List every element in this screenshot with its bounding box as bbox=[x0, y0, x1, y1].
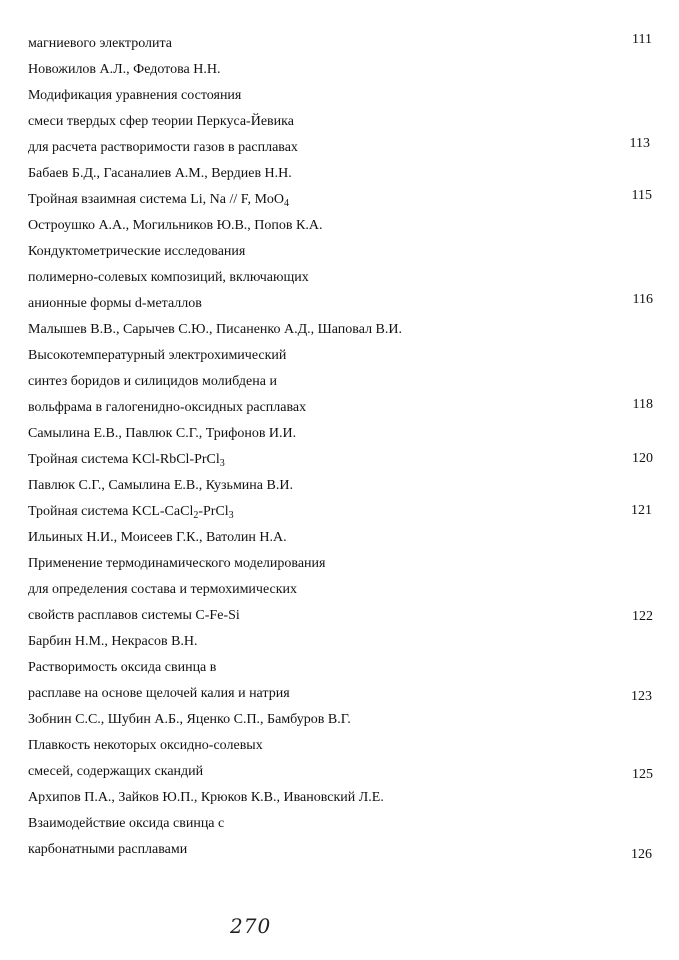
entry-authors: Новожилов А.Л., Федотова Н.Н. bbox=[28, 62, 221, 77]
page-number: 113 bbox=[629, 136, 650, 151]
entry-title: Кондуктометрические исследования bbox=[28, 244, 246, 259]
entry-title: Тройная система KCl-RbCl-PrCl bbox=[28, 452, 220, 467]
entry-title: анионные формы d-металлов bbox=[28, 296, 202, 311]
toc-line-authors bbox=[28, 712, 351, 728]
entry-title: вольфрама в галогенидно-оксидных расплавах bbox=[28, 400, 307, 415]
entry-authors: Павлюк С.Г., Самылина Е.В., Кузьмина В.И. bbox=[28, 478, 293, 493]
entry-authors: Бабаев Б.Д., Гасаналиев А.М., Вердиев Н.Н. bbox=[28, 166, 292, 181]
toc-line bbox=[28, 374, 277, 390]
entry-title: синтез боридов и силицидов молибдена и bbox=[28, 374, 277, 389]
toc-line-authors bbox=[28, 62, 220, 78]
toc-line-authors bbox=[28, 426, 296, 442]
toc-line bbox=[28, 36, 172, 52]
entry-title: для расчета растворимости газов в расплавах bbox=[28, 140, 298, 155]
toc-line bbox=[28, 504, 234, 524]
toc-line bbox=[28, 738, 263, 754]
toc-line bbox=[28, 582, 297, 598]
entry-title: полимерно-солевых композиций, включающих bbox=[28, 270, 309, 285]
entry-title: карбонатными расплавами bbox=[28, 842, 188, 857]
toc-line bbox=[28, 452, 225, 472]
toc-line-authors bbox=[28, 530, 287, 546]
entry-authors: Самылина Е.В., Павлюк С.Г., Трифонов И.И. bbox=[28, 426, 297, 441]
toc-line bbox=[28, 140, 298, 156]
entry-title: смесей, содержащих скандий bbox=[28, 764, 204, 779]
entry-title: Тройная система KCL-CaCl bbox=[28, 504, 194, 519]
toc-line bbox=[28, 348, 286, 364]
page-number: 116 bbox=[632, 292, 653, 307]
entry-title: Модификация уравнения состояния bbox=[28, 88, 242, 103]
toc-line bbox=[28, 816, 224, 832]
toc-line bbox=[28, 608, 240, 624]
toc-line bbox=[28, 764, 203, 780]
entry-title-cont: -PrCl bbox=[198, 504, 229, 519]
toc-line-authors bbox=[28, 790, 384, 806]
subscript: 3 bbox=[228, 510, 234, 521]
entry-title: свойств расплавов системы C-Fe-Si bbox=[28, 608, 240, 623]
subscript: 3 bbox=[219, 458, 225, 469]
toc-line bbox=[28, 556, 325, 572]
entry-title: Тройная взаимная система Li, Na // F, MoO bbox=[28, 192, 285, 207]
subscript: 4 bbox=[284, 198, 290, 209]
entry-authors: Остроушко А.А., Могильников Ю.В., Попов К.А. bbox=[28, 218, 323, 233]
entry-title: Взаимодействие оксида свинца с bbox=[28, 816, 225, 831]
entry-authors: Барбин Н.М., Некрасов В.Н. bbox=[28, 634, 198, 649]
page-number: 121 bbox=[631, 503, 652, 518]
entry-title: расплаве на основе щелочей калия и натрия bbox=[28, 686, 290, 701]
toc-line bbox=[28, 88, 241, 104]
toc-line bbox=[28, 114, 294, 130]
handwritten-page-number: 270 bbox=[230, 914, 272, 938]
toc-line bbox=[28, 270, 309, 286]
toc-line bbox=[28, 842, 187, 858]
toc-line bbox=[28, 660, 216, 676]
subscript: 2 bbox=[193, 510, 199, 521]
page-number: 118 bbox=[632, 397, 653, 412]
entry-authors: Ильиных Н.И., Моисеев Г.К., Ватолин Н.А. bbox=[28, 530, 287, 545]
page-number: 115 bbox=[631, 188, 652, 203]
entry-title: Применение термодинамического моделирования bbox=[28, 556, 326, 571]
page-number: 122 bbox=[632, 609, 653, 624]
toc-line bbox=[28, 192, 289, 212]
toc-line bbox=[28, 296, 202, 312]
entry-title: Растворимость оксида свинца в bbox=[28, 660, 217, 675]
toc-line-authors bbox=[28, 478, 293, 494]
entry-authors: Архипов П.А., Зайков Ю.П., Крюков К.В., Ивановский Л.Е. bbox=[28, 790, 384, 805]
entry-title: Плавкость некоторых оксидно-солевых bbox=[28, 738, 263, 753]
toc-line-authors bbox=[28, 634, 198, 650]
page-number: 120 bbox=[632, 451, 653, 466]
toc-line-authors bbox=[28, 166, 292, 182]
entry-title: для определения состава и термохимических bbox=[28, 582, 298, 597]
toc-line bbox=[28, 244, 245, 260]
page-number: 123 bbox=[631, 689, 652, 704]
entry-title: смеси твердых сфер теории Перкуса-Йевика bbox=[28, 114, 294, 129]
page-number: 126 bbox=[631, 847, 652, 862]
page-number: 125 bbox=[632, 767, 653, 782]
toc-line-authors bbox=[28, 218, 322, 234]
entry-title: Высокотемпературный электрохимический bbox=[28, 348, 287, 363]
toc-line-authors bbox=[28, 322, 402, 338]
entry-authors: Зобнин С.С., Шубин А.Б., Яценко С.П., Бамбуров В.Г. bbox=[28, 712, 351, 727]
entry-title: магниевого электролита bbox=[28, 36, 172, 51]
page-number: 111 bbox=[632, 32, 652, 47]
toc-line bbox=[28, 686, 290, 702]
toc-line bbox=[28, 400, 306, 416]
entry-authors: Малышев В.В., Сарычев С.Ю., Писаненко А.Д., Шаповал В.И. bbox=[28, 322, 403, 337]
